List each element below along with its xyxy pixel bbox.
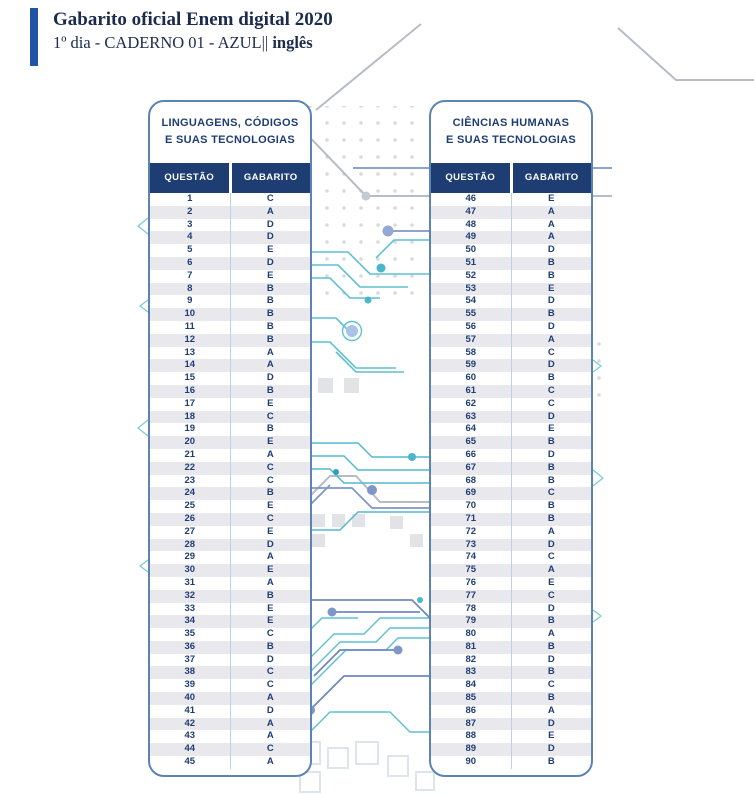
question-cell: 85 xyxy=(465,692,477,704)
table-row xyxy=(431,718,591,731)
table-row xyxy=(150,398,310,411)
answer-cell: D xyxy=(230,654,311,667)
answer-cell: E xyxy=(230,398,311,411)
question-cell: 48 xyxy=(465,218,477,230)
answer-cell: A xyxy=(230,577,311,590)
answer-cell: E xyxy=(511,730,592,743)
question-cell: 21 xyxy=(184,448,196,460)
table-row xyxy=(431,372,591,385)
question-cell: 15 xyxy=(184,372,196,384)
table-row xyxy=(431,206,591,219)
answer-cell: C xyxy=(230,475,311,488)
table-row xyxy=(150,705,310,718)
table-row xyxy=(431,743,591,756)
table-row xyxy=(431,321,591,334)
answer-cell: D xyxy=(511,743,592,756)
question-cell: 17 xyxy=(184,397,196,409)
table-row xyxy=(150,487,310,500)
question-cell: 90 xyxy=(465,756,477,768)
question-cell: 89 xyxy=(465,743,477,755)
table-row xyxy=(150,641,310,654)
answer-cell: A xyxy=(230,206,311,219)
table-row xyxy=(150,449,310,462)
answer-cell: D xyxy=(511,295,592,308)
question-cell: 41 xyxy=(184,704,196,716)
answer-cell: D xyxy=(230,219,311,232)
question-cell: 42 xyxy=(184,717,196,729)
answer-cell: D xyxy=(511,718,592,731)
table-row xyxy=(150,654,310,667)
table-row xyxy=(431,423,591,436)
table-row xyxy=(150,295,310,308)
table-row xyxy=(431,628,591,641)
answer-cell: D xyxy=(511,411,592,424)
table-row xyxy=(431,526,591,539)
answer-cell: C xyxy=(511,347,592,360)
question-cell: 70 xyxy=(465,500,477,512)
table-row xyxy=(431,615,591,628)
table-row xyxy=(431,398,591,411)
question-cell: 5 xyxy=(187,244,193,256)
question-cell: 68 xyxy=(465,474,477,486)
question-cell: 16 xyxy=(184,384,196,396)
table-row xyxy=(431,513,591,526)
answer-cell: A xyxy=(230,449,311,462)
table-row xyxy=(150,513,310,526)
table-row xyxy=(431,551,591,564)
answer-cell: C xyxy=(230,743,311,756)
answer-cell: A xyxy=(230,692,311,705)
answer-cell: C xyxy=(230,679,311,692)
question-cell: 31 xyxy=(184,576,196,588)
header-accent-bar xyxy=(30,8,38,66)
question-column-header: QUESTÃO xyxy=(431,163,510,193)
question-cell: 74 xyxy=(465,551,477,563)
table-row xyxy=(150,577,310,590)
table-row xyxy=(431,679,591,692)
question-cell: 81 xyxy=(465,640,477,652)
answer-cell: D xyxy=(511,603,592,616)
question-cell: 60 xyxy=(465,372,477,384)
page-header xyxy=(30,8,333,66)
question-cell: 84 xyxy=(465,679,477,691)
table-row xyxy=(431,666,591,679)
table-title-line2: E SUAS TECNOLOGIAS xyxy=(164,134,296,147)
question-cell: 28 xyxy=(184,538,196,550)
column-headers xyxy=(150,163,310,193)
answer-cell: C xyxy=(511,590,592,603)
table-row xyxy=(431,475,591,488)
table-row xyxy=(150,231,310,244)
table-row xyxy=(150,564,310,577)
subtitle-prefix: 1º dia - CADERNO 01 - AZUL|| xyxy=(53,32,273,52)
table-row xyxy=(150,244,310,257)
answer-cell: B xyxy=(511,308,592,321)
answer-cell: C xyxy=(230,513,311,526)
table-row xyxy=(150,372,310,385)
table-row xyxy=(150,539,310,552)
table-row xyxy=(150,385,310,398)
question-cell: 35 xyxy=(184,628,196,640)
question-cell: 63 xyxy=(465,410,477,422)
answer-cell: E xyxy=(511,423,592,436)
answer-cell: C xyxy=(230,193,311,206)
answer-cell: B xyxy=(511,270,592,283)
answer-cell: B xyxy=(230,308,311,321)
table-row xyxy=(431,462,591,475)
answer-cell: C xyxy=(230,666,311,679)
answer-cell: B xyxy=(511,475,592,488)
table-title-line1: LINGUAGENS, CÓDIGOS xyxy=(161,117,299,129)
table-row xyxy=(431,577,591,590)
answer-cell: A xyxy=(230,756,311,769)
table-row xyxy=(150,628,310,641)
answer-cell: C xyxy=(230,462,311,475)
answer-cell: B xyxy=(511,500,592,513)
answer-cell: C xyxy=(511,679,592,692)
answer-cell: C xyxy=(230,411,311,424)
question-cell: 57 xyxy=(465,333,477,345)
question-cell: 20 xyxy=(184,436,196,448)
table-row xyxy=(150,756,310,769)
table-row xyxy=(150,321,310,334)
table-row xyxy=(431,385,591,398)
question-cell: 3 xyxy=(187,218,193,230)
question-cell: 36 xyxy=(184,640,196,652)
question-cell: 44 xyxy=(184,743,196,755)
answer-cell: B xyxy=(230,321,311,334)
answer-cell: A xyxy=(230,359,311,372)
question-cell: 83 xyxy=(465,666,477,678)
question-cell: 26 xyxy=(184,512,196,524)
table-row xyxy=(431,231,591,244)
answer-cell: E xyxy=(230,500,311,513)
table-row xyxy=(150,526,310,539)
question-cell: 30 xyxy=(184,564,196,576)
answer-cell: E xyxy=(230,603,311,616)
question-cell: 64 xyxy=(465,423,477,435)
question-cell: 78 xyxy=(465,602,477,614)
table-row xyxy=(431,244,591,257)
question-cell: 47 xyxy=(465,205,477,217)
question-cell: 43 xyxy=(184,730,196,742)
question-cell: 4 xyxy=(187,231,193,243)
table-row xyxy=(431,270,591,283)
question-cell: 86 xyxy=(465,704,477,716)
question-cell: 80 xyxy=(465,628,477,640)
table-title xyxy=(431,102,591,163)
question-cell: 24 xyxy=(184,487,196,499)
table-row xyxy=(150,219,310,232)
question-cell: 23 xyxy=(184,474,196,486)
table-row xyxy=(431,283,591,296)
table-row xyxy=(150,206,310,219)
table-row xyxy=(150,692,310,705)
table-row xyxy=(150,590,310,603)
answer-cell: D xyxy=(511,359,592,372)
question-cell: 45 xyxy=(184,756,196,768)
answer-cell: B xyxy=(230,283,311,296)
table-row xyxy=(431,539,591,552)
question-cell: 6 xyxy=(187,256,193,268)
answer-cell: E xyxy=(511,577,592,590)
table-row xyxy=(150,257,310,270)
question-cell: 82 xyxy=(465,653,477,665)
table-row xyxy=(150,718,310,731)
table-rows xyxy=(150,193,310,769)
table-row xyxy=(431,449,591,462)
question-cell: 52 xyxy=(465,269,477,281)
table-title-line2: E SUAS TECNOLOGIAS xyxy=(445,134,577,147)
answer-cell: B xyxy=(511,666,592,679)
table-row xyxy=(431,411,591,424)
table-row xyxy=(431,487,591,500)
question-cell: 58 xyxy=(465,346,477,358)
question-cell: 75 xyxy=(465,564,477,576)
question-cell: 49 xyxy=(465,231,477,243)
table-row xyxy=(431,295,591,308)
table-rows xyxy=(431,193,591,769)
question-cell: 88 xyxy=(465,730,477,742)
answer-table-linguagens xyxy=(148,100,312,777)
question-cell: 62 xyxy=(465,397,477,409)
answer-cell: D xyxy=(230,705,311,718)
page-subtitle xyxy=(53,32,333,53)
question-cell: 1 xyxy=(187,193,193,204)
answer-cell: E xyxy=(511,283,592,296)
question-cell: 2 xyxy=(187,205,193,217)
answer-cell: C xyxy=(511,385,592,398)
question-cell: 51 xyxy=(465,256,477,268)
answer-cell: A xyxy=(511,219,592,232)
question-cell: 71 xyxy=(465,512,477,524)
answer-cell: C xyxy=(511,398,592,411)
answer-cell: A xyxy=(230,347,311,360)
table-row xyxy=(150,730,310,743)
table-title-line1: CIÊNCIAS HUMANAS xyxy=(452,117,570,129)
answer-cell: D xyxy=(511,449,592,462)
answer-cell: B xyxy=(230,334,311,347)
table-row xyxy=(431,641,591,654)
answer-cell: B xyxy=(511,615,592,628)
answer-cell: E xyxy=(230,615,311,628)
answer-cell: C xyxy=(511,551,592,564)
answer-cell: C xyxy=(230,628,311,641)
question-cell: 10 xyxy=(184,308,196,320)
table-row xyxy=(150,347,310,360)
table-row xyxy=(150,666,310,679)
answer-cell: D xyxy=(511,244,592,257)
table-row xyxy=(150,270,310,283)
table-row xyxy=(150,193,310,206)
answer-cell: E xyxy=(230,270,311,283)
table-row xyxy=(431,308,591,321)
question-cell: 67 xyxy=(465,461,477,473)
answer-cell: E xyxy=(230,564,311,577)
question-column-header: QUESTÃO xyxy=(150,163,229,193)
table-row xyxy=(431,257,591,270)
question-cell: 56 xyxy=(465,320,477,332)
table-row xyxy=(431,564,591,577)
table-row xyxy=(150,500,310,513)
table-title xyxy=(150,102,310,163)
question-cell: 32 xyxy=(184,589,196,601)
table-row xyxy=(150,308,310,321)
answer-cell: B xyxy=(511,756,592,769)
answer-cell: D xyxy=(511,654,592,667)
table-row xyxy=(431,603,591,616)
question-cell: 22 xyxy=(184,461,196,473)
answer-cell: D xyxy=(230,231,311,244)
table-row xyxy=(431,692,591,705)
table-row xyxy=(431,193,591,206)
question-cell: 66 xyxy=(465,448,477,460)
table-row xyxy=(150,359,310,372)
question-cell: 33 xyxy=(184,602,196,614)
question-cell: 14 xyxy=(184,359,196,371)
question-cell: 27 xyxy=(184,525,196,537)
answer-cell: D xyxy=(511,539,592,552)
answer-cell: B xyxy=(511,372,592,385)
question-cell: 53 xyxy=(465,282,477,294)
answer-cell: C xyxy=(511,487,592,500)
question-cell: 87 xyxy=(465,717,477,729)
answer-cell: A xyxy=(511,628,592,641)
table-row xyxy=(431,436,591,449)
question-cell: 79 xyxy=(465,615,477,627)
answer-cell: A xyxy=(230,730,311,743)
table-row xyxy=(431,359,591,372)
table-row xyxy=(150,423,310,436)
answer-cell: D xyxy=(230,539,311,552)
subtitle-language: inglês xyxy=(272,32,313,52)
question-cell: 59 xyxy=(465,359,477,371)
question-cell: 29 xyxy=(184,551,196,563)
table-row xyxy=(431,500,591,513)
question-cell: 12 xyxy=(184,333,196,345)
table-row xyxy=(150,743,310,756)
question-cell: 54 xyxy=(465,295,477,307)
question-cell: 65 xyxy=(465,436,477,448)
question-cell: 13 xyxy=(184,346,196,358)
table-row xyxy=(431,347,591,360)
question-cell: 7 xyxy=(187,269,193,281)
question-cell: 37 xyxy=(184,653,196,665)
question-cell: 18 xyxy=(184,410,196,422)
question-cell: 77 xyxy=(465,589,477,601)
table-row xyxy=(431,590,591,603)
answer-cell: B xyxy=(230,385,311,398)
answer-cell: E xyxy=(230,436,311,449)
question-cell: 11 xyxy=(184,320,195,332)
question-cell: 73 xyxy=(465,538,477,550)
answer-cell: A xyxy=(511,526,592,539)
question-cell: 50 xyxy=(465,244,477,256)
answer-cell: A xyxy=(511,705,592,718)
question-cell: 55 xyxy=(465,308,477,320)
question-cell: 46 xyxy=(465,193,477,204)
answer-cell: B xyxy=(511,692,592,705)
answer-cell: E xyxy=(230,244,311,257)
answer-cell: A xyxy=(511,564,592,577)
table-row xyxy=(431,705,591,718)
question-cell: 38 xyxy=(184,666,196,678)
answer-cell: A xyxy=(511,206,592,219)
question-cell: 72 xyxy=(465,525,477,537)
answer-cell: D xyxy=(230,372,311,385)
table-row xyxy=(150,603,310,616)
table-row xyxy=(150,334,310,347)
table-row xyxy=(431,219,591,232)
answer-cell: B xyxy=(511,257,592,270)
answer-cell: B xyxy=(511,462,592,475)
question-cell: 25 xyxy=(184,500,196,512)
answer-cell: B xyxy=(511,513,592,526)
table-row xyxy=(431,730,591,743)
page-title: Gabarito oficial Enem digital 2020 xyxy=(53,9,333,30)
answer-cell: B xyxy=(230,641,311,654)
question-cell: 19 xyxy=(184,423,196,435)
table-row xyxy=(431,334,591,347)
answer-cell: A xyxy=(230,551,311,564)
answer-cell: B xyxy=(511,436,592,449)
question-cell: 40 xyxy=(184,692,196,704)
answer-cell: B xyxy=(230,590,311,603)
answer-cell: A xyxy=(511,334,592,347)
question-cell: 9 xyxy=(187,295,193,307)
column-headers xyxy=(431,163,591,193)
question-cell: 8 xyxy=(187,282,193,294)
question-cell: 39 xyxy=(184,679,196,691)
answer-cell: D xyxy=(511,321,592,334)
table-row xyxy=(431,756,591,769)
table-row xyxy=(431,654,591,667)
answer-column-header: GABARITO xyxy=(232,163,311,193)
table-row xyxy=(150,679,310,692)
answer-cell: B xyxy=(230,487,311,500)
table-row xyxy=(150,475,310,488)
answer-cell: B xyxy=(511,641,592,654)
table-row xyxy=(150,283,310,296)
answer-table-ciencias-humanas xyxy=(429,100,593,777)
table-row xyxy=(150,411,310,424)
answer-column-header: GABARITO xyxy=(513,163,592,193)
answer-cell: E xyxy=(230,526,311,539)
answer-cell: A xyxy=(511,231,592,244)
table-row xyxy=(150,436,310,449)
answer-cell: D xyxy=(230,257,311,270)
answer-cell: A xyxy=(230,718,311,731)
table-row xyxy=(150,551,310,564)
question-cell: 34 xyxy=(184,615,196,627)
table-row xyxy=(150,462,310,475)
answer-cell: B xyxy=(230,423,311,436)
answer-cell: E xyxy=(511,193,592,206)
question-cell: 76 xyxy=(465,576,477,588)
question-cell: 61 xyxy=(465,384,477,396)
question-cell: 69 xyxy=(465,487,477,499)
table-row xyxy=(150,615,310,628)
answer-cell: B xyxy=(230,295,311,308)
